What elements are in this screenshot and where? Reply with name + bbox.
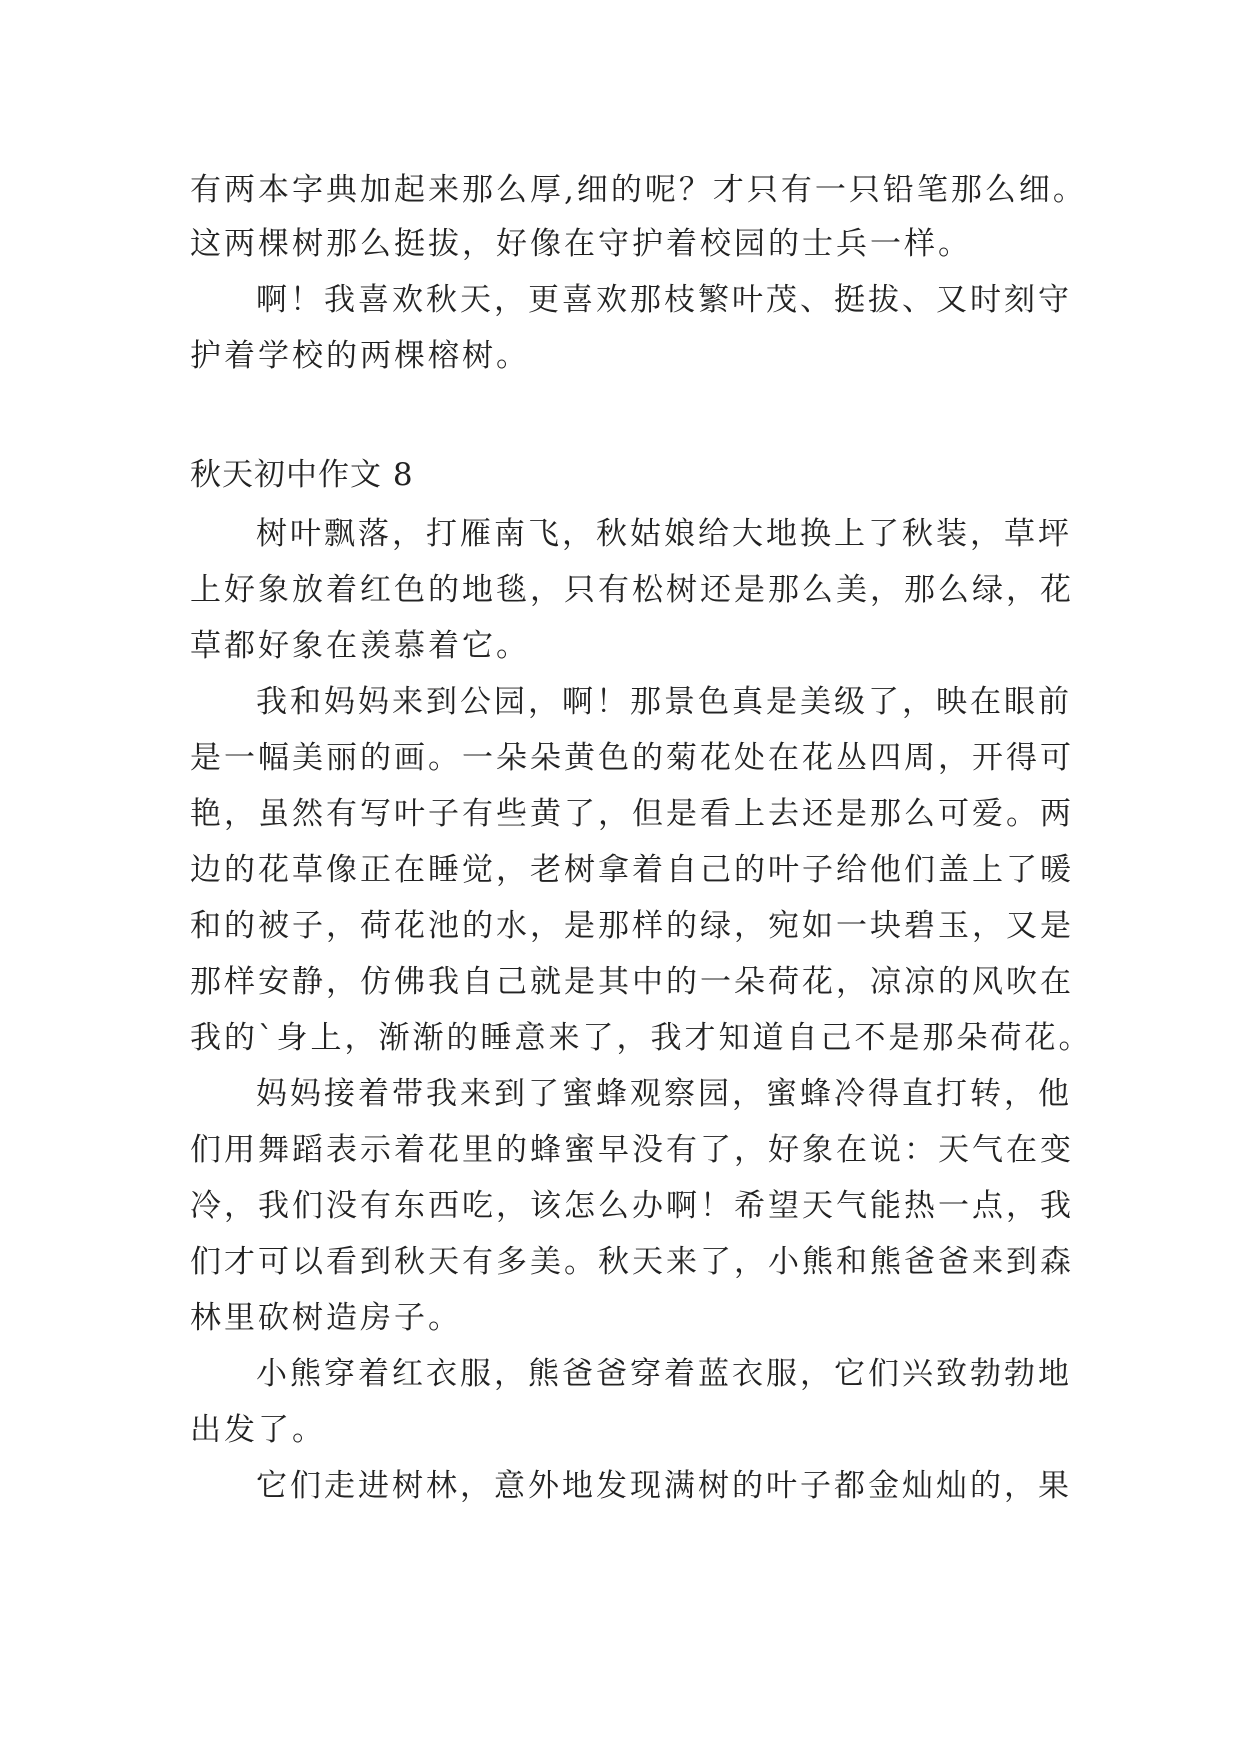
text-line: 护着学校的两棵榕树。 — [190, 338, 530, 374]
paragraph-start-line: 啊！我喜欢秋天，更喜欢那枝繁叶茂、挺拔、又时刻守 — [256, 282, 1072, 318]
text-line: 有两本字典加起来那么厚,细的呢？才只有一只铅笔那么细。 — [190, 172, 1087, 208]
text-line: 这两棵树那么挺拔，好像在守护着校园的士兵一样。 — [190, 226, 972, 262]
paragraph-start-line: 小熊穿着红衣服，熊爸爸穿着蓝衣服，它们兴致勃勃地 — [256, 1356, 1072, 1392]
text-line: 冷，我们没有东西吃，该怎么办啊！希望天气能热一点，我 — [190, 1188, 1074, 1224]
text-line: 们才可以看到秋天有多美。秋天来了，小熊和熊爸爸来到森 — [190, 1244, 1074, 1280]
text-line: 那样安静，仿佛我自己就是其中的一朵荷花，凉凉的风吹在 — [190, 964, 1074, 1000]
text-line: 艳，虽然有写叶子有些黄了，但是看上去还是那么可爱。两 — [190, 796, 1074, 832]
paragraph-start-line: 它们走进树林，意外地发现满树的叶子都金灿灿的，果 — [256, 1468, 1072, 1504]
text-line: 上好象放着红色的地毯，只有松树还是那么美，那么绿，花 — [190, 572, 1074, 608]
paragraph-start-line: 妈妈接着带我来到了蜜蜂观察园，蜜蜂冷得直打转，他 — [256, 1076, 1072, 1112]
text-line: 是一幅美丽的画。一朵朵黄色的菊花处在花丛四周，开得可 — [190, 740, 1074, 776]
text-line: 们用舞蹈表示着花里的蜂蜜早没有了，好象在说：天气在变 — [190, 1132, 1074, 1168]
paragraph-start-line: 树叶飘落，打雁南飞，秋姑娘给大地换上了秋装，草坪 — [256, 516, 1072, 552]
text-line: 我的`身上，渐渐的睡意来了，我才知道自己不是那朵荷花。 — [190, 1020, 1093, 1056]
text-line: 草都好象在羡慕着它。 — [190, 628, 530, 664]
section-heading: 秋天初中作文 8 — [190, 457, 414, 493]
text-line: 林里砍树造房子。 — [190, 1300, 462, 1336]
text-line: 边的花草像正在睡觉，老树拿着自己的叶子给他们盖上了暖 — [190, 852, 1074, 888]
text-line: 出发了。 — [190, 1412, 326, 1448]
text-line: 和的被子，荷花池的水，是那样的绿，宛如一块碧玉，又是 — [190, 908, 1074, 944]
paragraph-start-line: 我和妈妈来到公园，啊！那景色真是美级了，映在眼前 — [256, 684, 1072, 720]
